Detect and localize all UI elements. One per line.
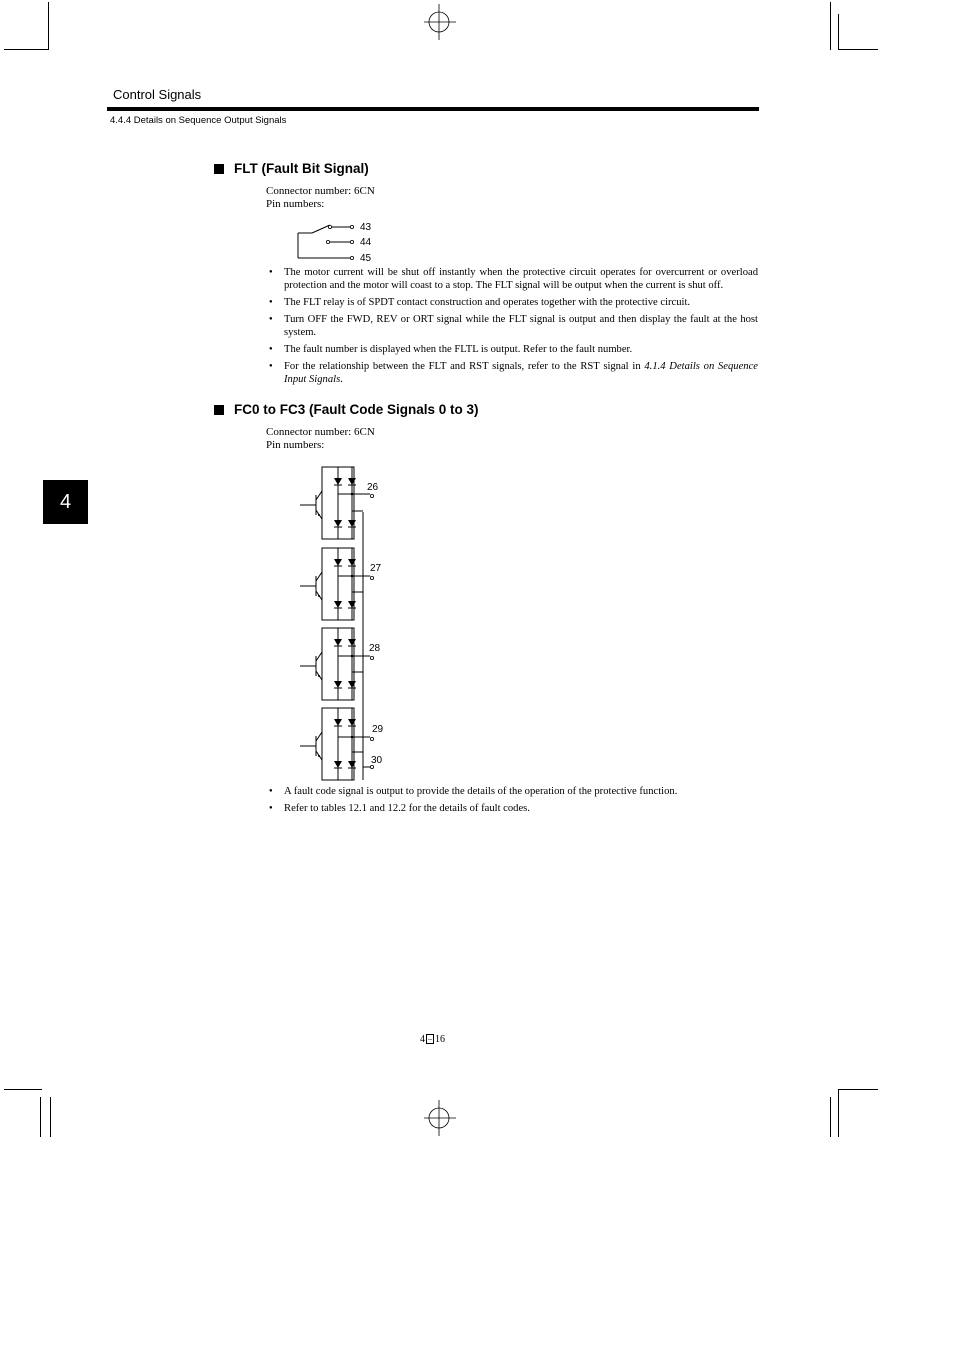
- diode-icon: [334, 719, 342, 726]
- diode-icon: [348, 719, 356, 726]
- emitter-arrow-icon: [318, 514, 320, 516]
- flt-connector-info: [266, 185, 375, 210]
- fc-pin-label: Pin numbers:: [266, 438, 325, 451]
- registration-mark-top: [424, 4, 456, 40]
- diode-icon: [334, 761, 342, 768]
- pin-45-label: 45: [360, 253, 372, 264]
- diode-icon: [334, 520, 342, 527]
- pin-terminal-icon: [370, 737, 373, 740]
- diode-icon: [334, 681, 342, 688]
- list-item: ● A fault code signal is output to provide the details of the operation of the protective function.: [268, 785, 758, 798]
- diode-icon: [348, 639, 356, 646]
- flt-pin-label: Pin numbers:: [266, 197, 325, 210]
- running-header-subsection: 4.4.4 Details on Sequence Output Signals: [110, 115, 287, 126]
- pin-terminal-icon: [370, 576, 373, 579]
- fc-heading: FC0 to FC3 (Fault Code Signals 0 to 3): [214, 402, 479, 417]
- emitter-arrow-icon: [318, 675, 320, 677]
- diode-icon: [348, 601, 356, 608]
- list-item: ● The motor current will be shut off instantly when the protective circuit operates for overcurrent or overload protection and the motor will coast to a stop. The FLT signal will be output when the current is shut off.: [268, 266, 758, 292]
- diode-icon: [348, 761, 356, 768]
- diode-icon: [334, 601, 342, 608]
- fault-code-output-diagram: [290, 462, 400, 784]
- junction-dot-icon: [351, 493, 354, 496]
- fc-connector-number: Connector number: 6CN: [266, 426, 375, 438]
- diode-icon: [348, 478, 356, 485]
- emitter-arrow-icon: [318, 595, 320, 597]
- list-item: ● The FLT relay is of SPDT contact construction and operates together with the protective circuit.: [268, 296, 758, 309]
- flt-connector-number: Connector number: 6CN: [266, 185, 375, 197]
- diode-icon: [334, 559, 342, 566]
- flt-bullet-list: [268, 266, 758, 390]
- diode-icon: [334, 639, 342, 646]
- list-item: ● Turn OFF the FWD, REV or ORT signal while the FLT signal is output and then display the fault at the host system.: [268, 313, 758, 339]
- emitter-arrow-icon: [318, 755, 320, 757]
- diode-icon: [348, 681, 356, 688]
- junction-dot-icon: [351, 655, 354, 658]
- pin-26-label: 26: [367, 482, 379, 493]
- diode-icon: [334, 478, 342, 485]
- pin-43-label: 43: [360, 222, 372, 233]
- page-separator-icon: –: [428, 1034, 432, 1043]
- pin-44-label: 44: [360, 237, 372, 248]
- square-bullet-icon: [214, 405, 224, 415]
- header-rule: [107, 107, 759, 111]
- pin-terminal-icon: [370, 494, 373, 497]
- list-item: ● The fault number is displayed when the FLTL is output. Refer to the fault number.: [268, 343, 758, 356]
- square-bullet-icon: [214, 164, 224, 174]
- fc-connector-info: [266, 426, 375, 451]
- junction-dot-icon: [351, 736, 354, 739]
- pin-28-label: 28: [369, 643, 381, 654]
- diode-icon: [348, 559, 356, 566]
- fc-bullet-list: [268, 785, 758, 819]
- list-item: ● Refer to tables 12.1 and 12.2 for the details of fault codes.: [268, 802, 758, 815]
- flt-relay-diagram: [290, 218, 390, 264]
- cross-reference: 4.1.4 Details on Sequence Input Signals: [284, 361, 758, 385]
- diode-icon: [348, 520, 356, 527]
- list-item: ● For the relationship between the FLT and RST signals, refer to the RST signal in 4.1.4 Details on Sequence Input Signals.: [268, 360, 758, 386]
- page-number: 4 – 16: [420, 1034, 445, 1045]
- junction-dot-icon: [351, 575, 354, 578]
- running-header-title: Control Signals: [113, 87, 202, 102]
- flt-heading: FLT (Fault Bit Signal): [214, 161, 369, 176]
- chapter-tab: 4: [43, 480, 88, 524]
- pin-30-label: 30: [371, 755, 383, 766]
- pin-terminal-icon: [370, 656, 373, 659]
- pin-29-label: 29: [372, 724, 384, 735]
- pin-27-label: 27: [370, 563, 382, 574]
- registration-mark-bottom: [424, 1100, 456, 1136]
